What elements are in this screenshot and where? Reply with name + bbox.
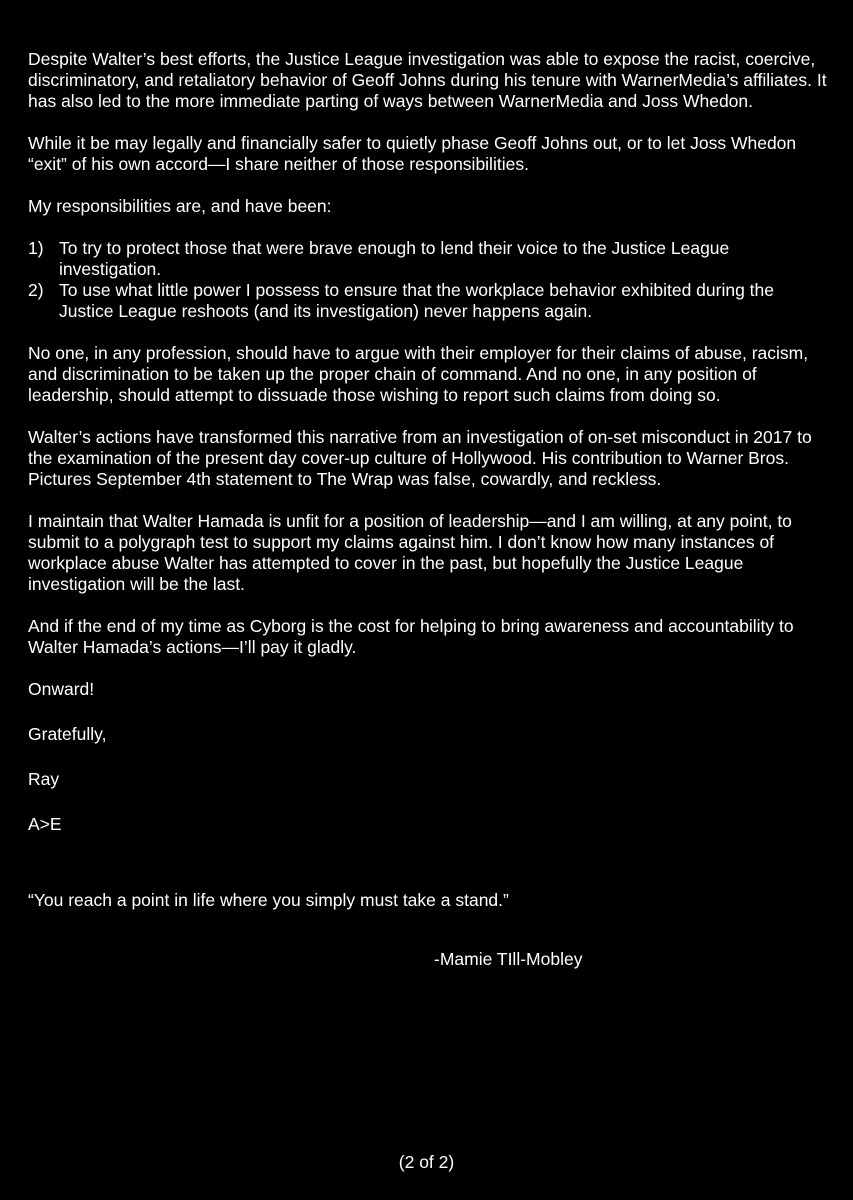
- closing-quote: “You reach a point in life where you simply must take a stand.”: [28, 890, 509, 910]
- list-item: [28, 280, 828, 322]
- list-item-text: To try to protect those that were brave enough to lend their voice to the Justice League investigation.: [59, 238, 730, 279]
- paragraph-unfit-leadership: I maintain that Walter Hamada is unfit for a position of leadership—and I am willing, at any point, to submit to a polygraph test to support my claims against him. I don’t know how many instances of workplace abuse Walter has attempted to cover in the past, but hopefully the Justice League investigation will be the last.: [28, 511, 792, 594]
- paragraph-responsibilities-intro: My responsibilities are, and have been:: [28, 196, 332, 216]
- letter-body: [28, 49, 828, 970]
- paragraph-chain-of-command: No one, in any profession, should have to argue with their employer for their claims of abuse, racism, and discrimination to be taken up the proper chain of command. And no one, in any position of leadership, should attempt to dissuade those wishing to report such claims from doing so.: [28, 343, 809, 405]
- paragraph-responsibilities-disclaimer: While it be may legally and financially safer to quietly phase Geoff Johns out, or to let Joss Whedon “exit” of his own accord—I share neither of those responsibilities.: [28, 133, 797, 174]
- list-item-number: 1): [28, 238, 44, 258]
- closing-text: Gratefully,: [28, 724, 107, 744]
- paragraph-cover-up: Walter’s actions have transformed this narrative from an investigation of on-set misconduct in 2017 to the examination of the present day cover-up culture of Hollywood. His contribution to Warner Bros. Pictures September 4th statement to The Wrap was false, cowardly, and reckless.: [28, 427, 812, 489]
- responsibilities-list: [28, 238, 828, 322]
- signature-initials: A>E: [28, 814, 62, 834]
- page-number: (2 of 2): [398, 1152, 455, 1172]
- onward-text: Onward!: [28, 679, 95, 699]
- list-item-text: To use what little power I possess to ensure that the workplace behavior exhibited during the Justice League reshoots (and its investigation) never happens again.: [59, 280, 774, 321]
- signature-name: Ray: [28, 769, 60, 789]
- list-item: [28, 238, 828, 280]
- paragraph-investigation: Despite Walter’s best efforts, the Justice League investigation was able to expose the racist, coercive, discriminatory, and retaliatory behavior of Geoff Johns during his tenure with WarnerMedia’s affiliates. It has also led to the more immediate parting of ways between WarnerMedia and Joss Whedon.: [28, 49, 827, 111]
- list-item-number: 2): [28, 280, 44, 300]
- paragraph-cyborg: And if the end of my time as Cyborg is the cost for helping to bring awareness and accountability to Walter Hamada’s actions—I’ll pay it gladly.: [28, 616, 794, 657]
- quote-attribution: -Mamie TIll-Mobley: [434, 949, 583, 969]
